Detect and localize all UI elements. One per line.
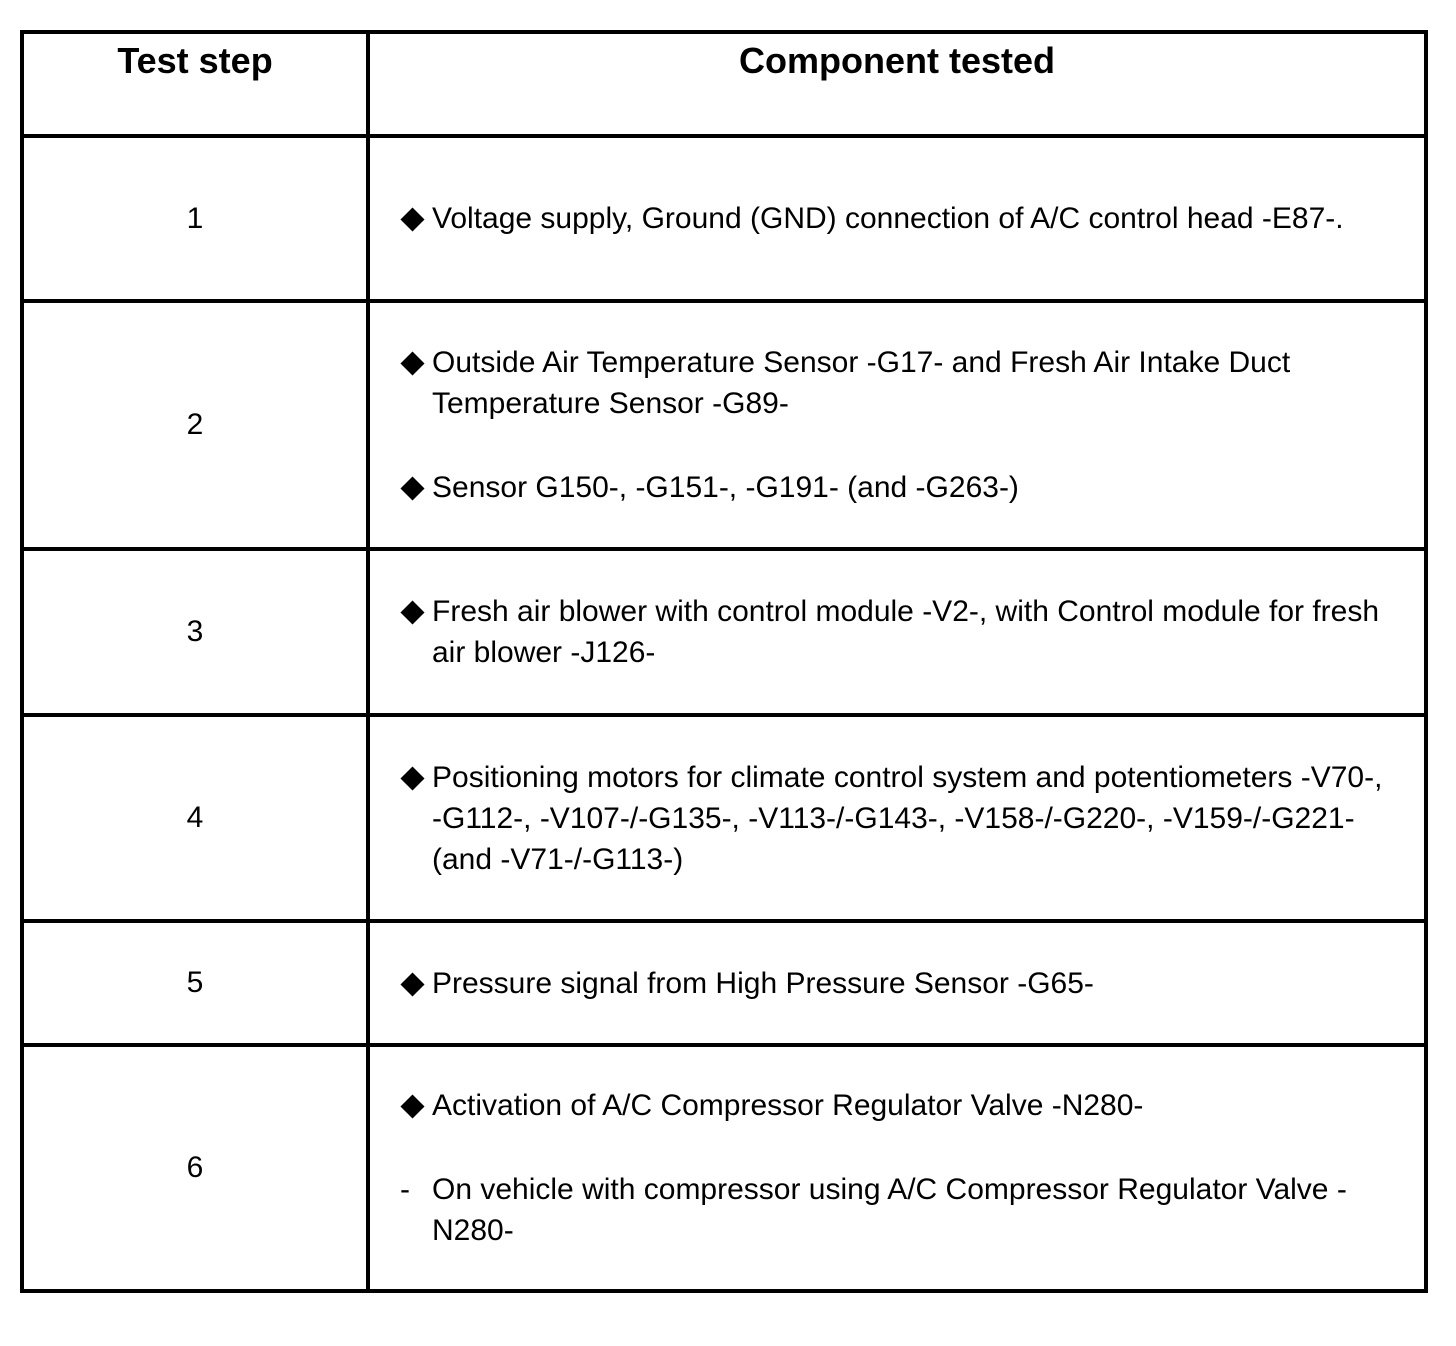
header-component-tested: Component tested: [368, 32, 1426, 136]
bullet-diamond-icon: [400, 1094, 424, 1118]
component-text: Positioning motors for climate control system and potentiometers -V70-, -G112-, -V107-/-G135-, -V113-/-G143-, -V158-/-G220-, -V159-/-G221- (and -V71-/-G113-): [432, 760, 1383, 876]
bullet-diamond-icon: [400, 476, 424, 500]
bullet-diamond-icon: [400, 766, 424, 790]
bullet-diamond-icon: [400, 351, 424, 375]
step-number: 1: [22, 136, 368, 301]
list-item: [400, 1085, 1394, 1126]
table-row: [22, 301, 1426, 549]
step-number: 2: [22, 301, 368, 549]
component-text: Sensor G150-, -G151-, -G191- (and -G263-): [432, 471, 1019, 504]
component-text: Pressure signal from High Pressure Sensor -G65-: [432, 966, 1094, 1000]
list-item: [400, 467, 1394, 508]
header-row: [22, 32, 1426, 136]
table-row: [22, 921, 1426, 1045]
list-item: [400, 1169, 1394, 1251]
component-cell: [368, 715, 1426, 921]
list-item: [400, 342, 1394, 424]
step-number: 5: [22, 921, 368, 1045]
component-text: Outside Air Temperature Sensor -G17- and Fresh Air Intake Duct Temperature Sensor -G89-: [432, 346, 1291, 420]
list-item: [400, 757, 1394, 880]
list-item: [400, 198, 1394, 239]
component-text: Voltage supply, Ground (GND) connection of A/C control head -E87-.: [432, 202, 1344, 235]
bullet-diamond-icon: [400, 972, 424, 996]
component-cell: [368, 136, 1426, 301]
step-number: 4: [22, 715, 368, 921]
header-test-step: Test step: [22, 32, 368, 136]
table-row: [22, 136, 1426, 301]
list-item: [400, 963, 1394, 1004]
component-text: Fresh air blower with control module -V2-, with Control module for fresh air blower -J126-: [432, 595, 1380, 669]
component-text: On vehicle with compressor using A/C Compressor Regulator Valve -N280-: [432, 1173, 1347, 1247]
table-row: [22, 715, 1426, 921]
component-cell: [368, 549, 1426, 715]
step-number: 6: [22, 1045, 368, 1291]
step-number: 3: [22, 549, 368, 715]
table-row: [22, 549, 1426, 715]
component-cell: [368, 301, 1426, 549]
test-step-table: [20, 30, 1428, 1293]
list-item: [400, 591, 1394, 673]
bullet-diamond-icon: [400, 600, 424, 624]
bullet-dash: -: [400, 1173, 410, 1206]
component-text: Activation of A/C Compressor Regulator Valve -N280-: [432, 1089, 1144, 1122]
table-row: [22, 1045, 1426, 1291]
component-cell: [368, 921, 1426, 1045]
component-cell: [368, 1045, 1426, 1291]
bullet-diamond-icon: [400, 207, 424, 231]
